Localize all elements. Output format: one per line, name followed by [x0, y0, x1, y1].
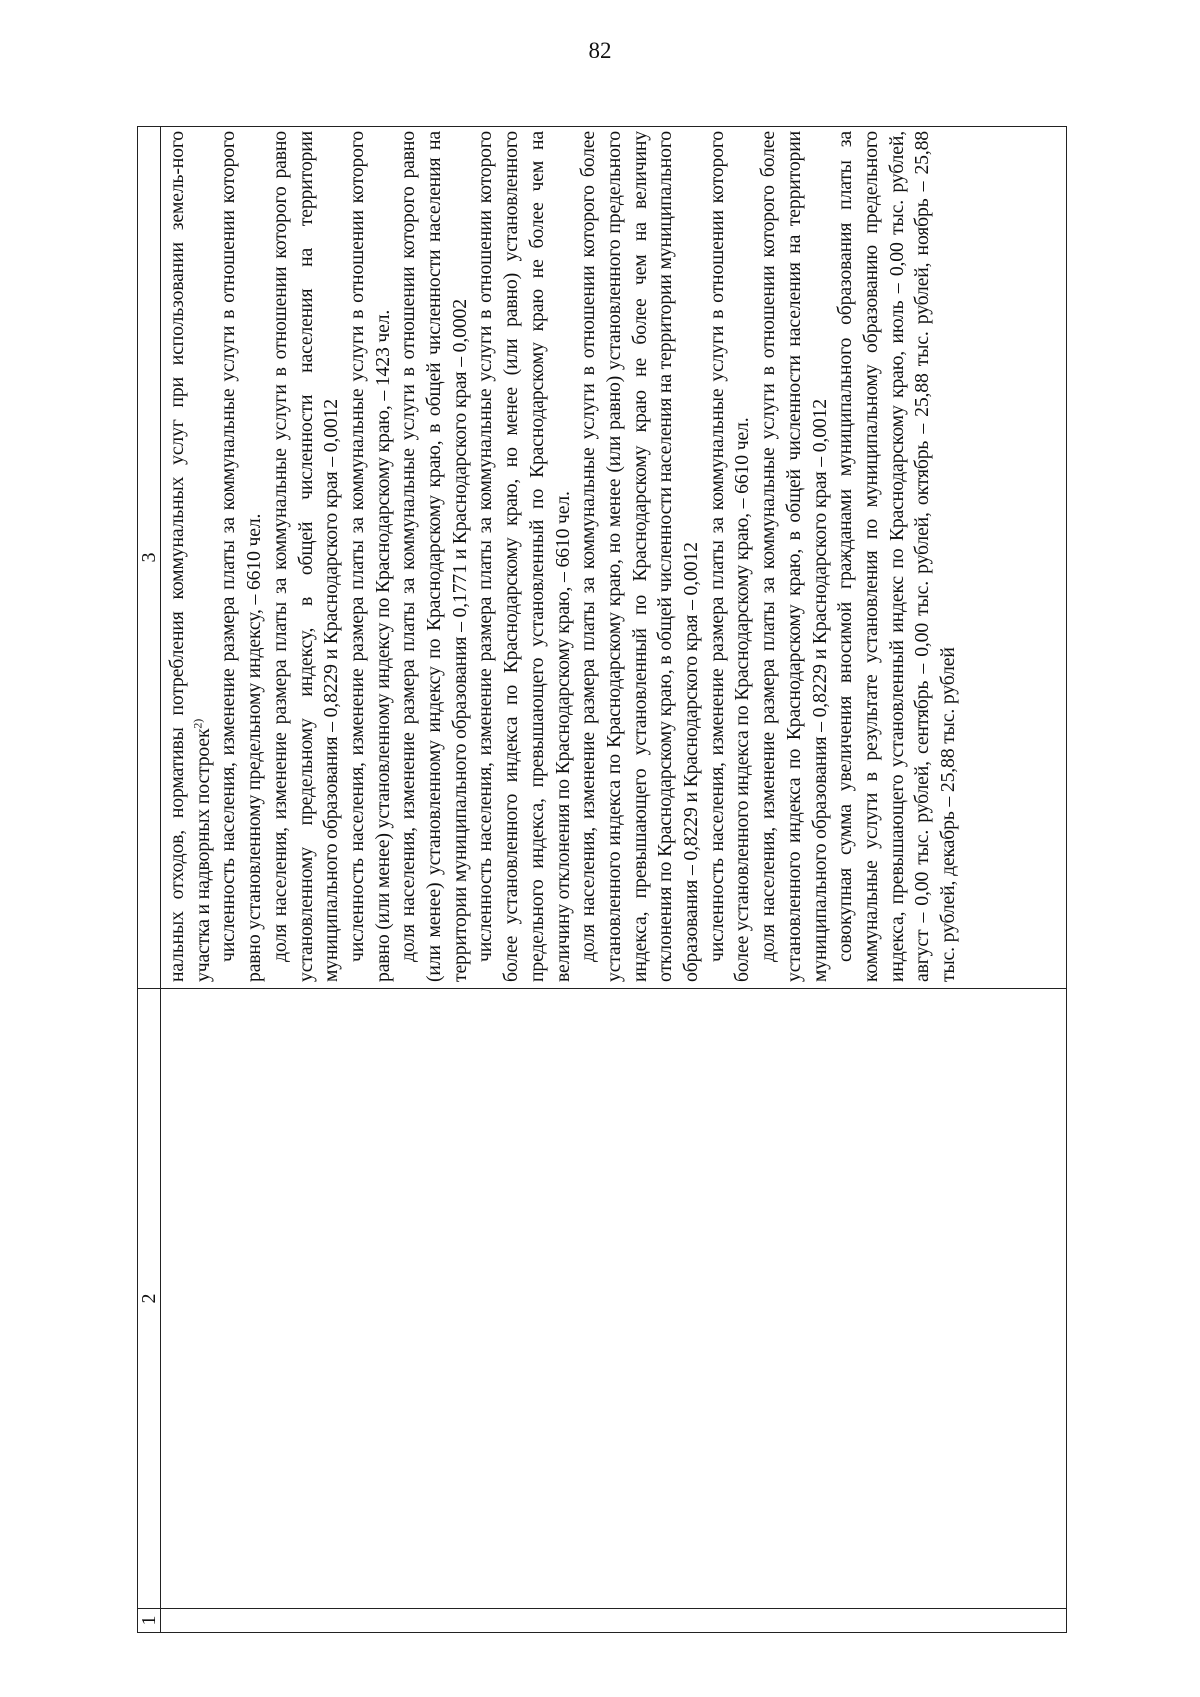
paragraph: численность населения, изменение размера платы за коммунальные услуги в отношении которого равно установленному предельному индексу, – 6610 чел.: [217, 131, 266, 982]
table-header-row: [138, 127, 161, 1633]
paragraph: совокупная сумма увеличения вносимой гражданами муниципального образования платы за коммунальные услуги в результате установления по муниципальному образованию предельного индекса, превышающего установленный индекс по Краснодарскому краю, июль – 0,00 тыс. рублей, август – 0,00 тыс. рублей, сентябрь – 0,00 тыс. рублей, октябрь – 25,88 тыс. рублей, ноябрь – 25,88 тыс. рублей, декабрь – 25,88 тыс. рублей: [834, 131, 960, 982]
table-row: [161, 127, 1067, 1633]
footnote-mark: 2): [190, 718, 205, 729]
paragraph: доля населения, изменение размера платы за коммунальные услуги в отношении которого равно (или менее) установленному индексу по Краснодарскому краю, в общей численности населения на территории муниципального образования – 0,1771 и Краснодарского края – 0,0002: [397, 131, 471, 982]
header-col-1: 1: [138, 1609, 161, 1633]
cell-col-2: [161, 989, 1067, 1609]
paragraph: численность населения, изменение размера платы за коммунальные услуги в отношении которого равно (или менее) установленному индексу по Краснодарскому краю, – 1423 чел.: [345, 131, 394, 982]
page-number: 82: [588, 38, 612, 63]
paragraph: численность населения, изменение размера платы за коммунальные услуги в отношении которого более установленного индекса по Краснодарскому краю, – 6610 чел.: [705, 131, 754, 982]
cell-col-1: [161, 1609, 1067, 1633]
paragraph: доля населения, изменение размера платы за коммунальные услуги в отношении которого равно установленному предельному индексу, в общей численности населения на территории муниципального образования – 0,8229 и Краснодарского края – 0,0012: [268, 131, 343, 982]
header-col-2: 2: [138, 989, 161, 1609]
header-col-3: 3: [138, 127, 161, 989]
paragraph: доля населения, изменение размера платы за коммунальные услуги в отношении которого более установленного индекса по Краснодарскому краю, но менее (или равно) установленного предельного индекса, превышающего установленный по Краснодарскому краю не более чем на величину отклонения по Краснодарскому краю, в общей численности населения на территории муниципального образования – 0,8229 и Краснодарского края – 0,0012: [577, 131, 703, 982]
indicators-text: [161, 127, 962, 988]
rotated-table-container: [137, 127, 1067, 1633]
data-table: [137, 126, 1067, 1633]
paragraph: нальных отходов, нормативы потребления коммунальных услуг при использовании земель-ного участка и надворных построек$^{2)}$: [166, 131, 214, 982]
paragraph: доля населения, изменение размера платы за коммунальные услуги в отношении которого более установленного индекса по Краснодарскому краю, в общей численности населения на территории муниципального образования – 0,8229 и Краснодарского края – 0,0012: [757, 131, 831, 982]
cell-col-3: [161, 127, 1067, 989]
paragraph: численность населения, изменение размера платы за коммунальные услуги в отношении которого более установленного индекса по Краснодарскому краю, но менее (или равно) установленного предельного индекса, превышающего установленный по Краснодарскому краю не более чем на величину отклонения по Краснодарскому краю, – 6610 чел.: [474, 131, 574, 982]
